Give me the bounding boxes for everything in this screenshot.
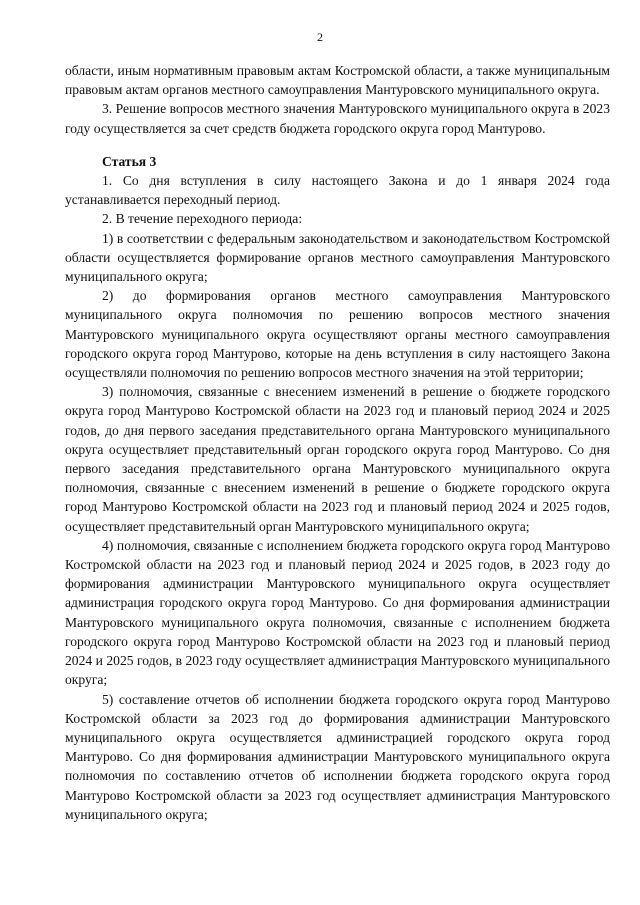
- subitem-4: 4) полномочия, связанные с исполнением бюджета городского округа город Мантурово Костромской области на 2023 год и плановый период 2024 и 2025 годов, в 2023 году до формирования администрации Мантуровского муниципального округа осуществляет администрация городского округа город Мантурово. Со дня формирования администрации Мантуровского муниципального округа полномочия, связанные с исполнением бюджета городского округа город Мантурово Костромской области на 2023 год и плановый период 2024 и 2025 годов, в 2023 году осуществляет администрация Мантуровского муниципального округа;: [65, 537, 610, 688]
- subitem-3: 3) полномочия, связанные с внесением изменений в решение о бюджете городского округа город Мантурово Костромской области на 2023 год и плановый период 2024 и 2025 годов, до дня первого заседания представительного органа Мантуровского муниципального округа осуществляет представительный орган городского округа город Мантурово. Со дня первого заседания представительного органа Мантуровского муниципального округа полномочия, связанные с внесением изменений в решение о бюджете городского округа город Мантурово Костромской области на 2023 год и плановый период 2024 и 2025 годов, осуществляет представительный орган Мантуровского муниципального округа;: [65, 384, 610, 534]
- subitem-2: 2) до формирования органов местного самоуправления Мантуровского муниципального округа полномочия по решению вопросов местного значения Мантуровского муниципального округа осуществляют органы местного самоуправления городского округа город Мантурово, которые на день вступления в силу настоящего Закона осуществляли полномочия по решению вопросов местного значения на этой территории;: [65, 288, 610, 381]
- subitem-1: 1) в соответствии с федеральным законодательством и законодательством Костромской области осуществляется формирование органов местного самоуправления Мантуровского муниципального округа;: [65, 230, 610, 285]
- article-heading: Статья 3: [102, 153, 157, 169]
- subitem-5: 5) составление отчетов об исполнении бюджета городского округа город Мантурово Костромской области за 2023 год до формирования администрации Мантуровского муниципального округа осуществляется администрацией городского округа город Мантурово. Со дня формирования администрации Мантуровского муниципального округа полномочия по составлению отчетов об исполнении бюджета городского округа город Мантурово Костромской области за 2023 год осуществляет администрация Мантуровского муниципального округа;: [65, 691, 610, 822]
- paragraph-continuation: области, иным нормативным правовым актам Костромской области, а также муниципальным правовым актам органов местного самоуправления Мантуровского муниципального округа.: [65, 63, 610, 98]
- paragraph-article-3-item-1: 1. Со дня вступления в силу настоящего Закона и до 1 января 2024 года устанавливается переходный период.: [65, 173, 610, 208]
- document-body: [65, 61, 610, 824]
- page-number: 2: [317, 30, 323, 44]
- paragraph-article-3-item-2: 2. В течение переходного периода:: [102, 211, 303, 227]
- paragraph-item-3: 3. Решение вопросов местного значения Мантуровского муниципального округа в 2023 году осуществляется за счет средств бюджета городского округа город Мантурово.: [65, 101, 610, 136]
